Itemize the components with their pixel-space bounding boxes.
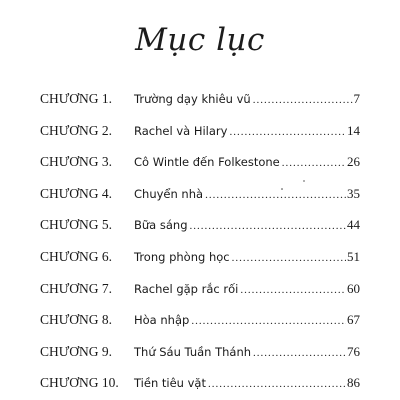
paper-speck (303, 180, 305, 182)
chapter-page: 86 (347, 375, 360, 391)
toc-entry (40, 154, 360, 186)
chapter-number: CHƯƠNG 7. (40, 280, 112, 296)
toc-list (40, 91, 360, 400)
chapter-number: CHƯƠNG 6. (40, 248, 112, 264)
chapter-title: Cô Wintle đến Folkestone (134, 155, 280, 170)
toc-entry (40, 249, 360, 281)
chapter-title: Hòa nhập (134, 313, 190, 328)
dot-leader (208, 378, 346, 390)
page-title: Mục lục (135, 22, 265, 58)
dot-leader (229, 126, 346, 138)
chapter-title: Trường dạy khiêu vũ (134, 92, 251, 106)
dot-leader (282, 157, 346, 169)
toc-entry (40, 217, 360, 249)
chapter-page: 51 (347, 248, 360, 264)
toc-entry (40, 186, 360, 218)
chapter-title: Bữa sáng (134, 218, 188, 233)
toc-entry (40, 375, 360, 400)
toc-entry (40, 344, 360, 376)
chapter-page: 67 (347, 312, 360, 328)
chapter-number: CHƯƠNG 5. (40, 217, 112, 233)
dot-leader (232, 252, 346, 264)
chapter-title: Thứ Sáu Tuần Thánh (134, 344, 252, 359)
dot-leader (240, 284, 346, 296)
chapter-number: CHƯƠNG 1. (40, 91, 112, 106)
toc-entry (40, 281, 360, 313)
chapter-title: Chuyển nhà (134, 186, 204, 201)
dot-leader (190, 220, 346, 232)
chapter-title: Rachel và Hilary (134, 123, 228, 138)
chapter-number: CHƯƠNG 10. (40, 375, 119, 391)
chapter-number: CHƯƠNG 4. (40, 185, 112, 201)
dot-leader (205, 189, 346, 201)
dot-leader (253, 94, 353, 106)
toc-entry (40, 91, 360, 123)
chapter-title: Tiền tiêu vặt (134, 376, 206, 391)
chapter-number: CHƯƠNG 3. (40, 154, 112, 170)
paper-speck (281, 188, 283, 190)
chapter-title: Trong phòng học (134, 249, 230, 264)
chapter-page: 60 (347, 280, 360, 296)
dot-leader (253, 347, 346, 359)
chapter-number: CHƯƠNG 9. (40, 343, 112, 359)
chapter-page: 7 (353, 91, 360, 106)
chapter-page: 76 (347, 343, 360, 359)
chapter-page: 26 (347, 154, 360, 170)
chapter-title: Rachel gặp rắc rối (134, 281, 239, 296)
chapter-page: 35 (347, 185, 360, 201)
chapter-number: CHƯƠNG 2. (40, 122, 112, 138)
toc-entry (40, 123, 360, 155)
toc-entry (40, 312, 360, 344)
chapter-page: 44 (347, 217, 360, 233)
chapter-page: 14 (347, 122, 360, 138)
chapter-number: CHƯƠNG 8. (40, 312, 112, 328)
dot-leader (191, 315, 346, 327)
